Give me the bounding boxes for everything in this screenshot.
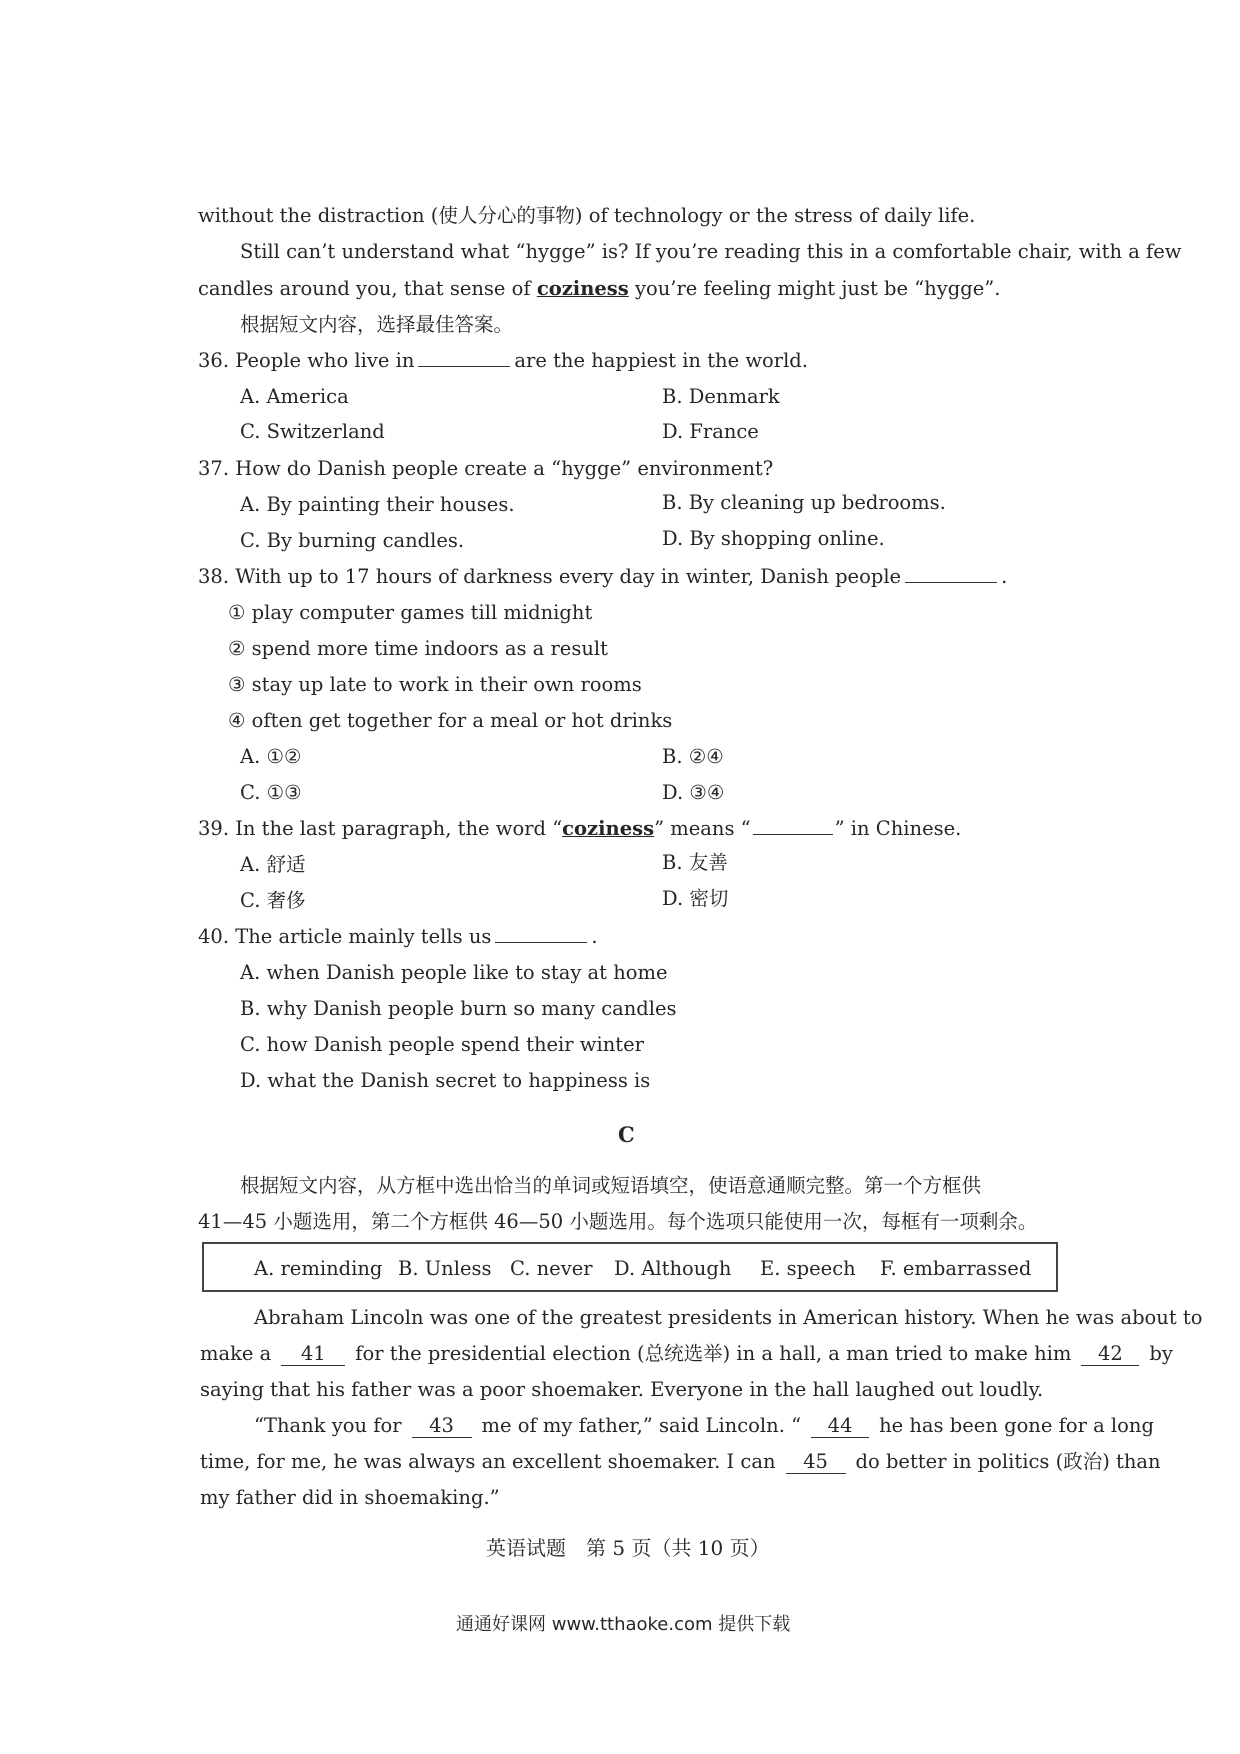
passage-text: do better in politics (政治) than: [855, 1450, 1161, 1473]
blank-44: 44: [811, 1415, 869, 1438]
option-39a: A. 舒适: [240, 853, 306, 876]
question-stem: 39. In the last paragraph, the word “: [198, 817, 563, 840]
option-40b: B. why Danish people burn so many candles: [240, 997, 677, 1020]
blank-42: 42: [1081, 1343, 1139, 1366]
question-stem: 36. People who live in: [198, 349, 415, 372]
question-stem: .: [1001, 565, 1008, 588]
option-39c: C. 奢侈: [240, 889, 306, 912]
option-37c: C. By burning candles.: [240, 529, 465, 552]
blank-41: 41: [281, 1343, 345, 1366]
passage-line: without the distraction (使人分心的事物) of technology or the stress of daily life.: [198, 204, 976, 227]
passage-text: make a: [200, 1342, 272, 1365]
option-36c: C. Switzerland: [240, 420, 385, 443]
statement-1: ① play computer games till midnight: [228, 601, 593, 624]
passage-text: by: [1149, 1342, 1173, 1365]
option-37b: B. By cleaning up bedrooms.: [662, 491, 946, 514]
question-stem: .: [591, 925, 598, 948]
question-37: 37. How do Danish people create a “hygge” environment?: [198, 457, 774, 480]
passage-c-line: [254, 1413, 1154, 1439]
option-38d: D. ③④: [662, 781, 725, 804]
option-38b: B. ②④: [662, 745, 724, 768]
passage-text: “Thank you for: [254, 1414, 402, 1437]
question-stem: ” in Chinese.: [834, 817, 962, 840]
passage-text: me of my father,” said Lincoln. “: [481, 1414, 802, 1437]
option-37a: A. By painting their houses.: [240, 493, 515, 516]
option-37d: D. By shopping online.: [662, 527, 885, 550]
option-40d: D. what the Danish secret to happiness is: [240, 1069, 651, 1092]
question-36: [198, 348, 808, 374]
answer-blank: [418, 348, 510, 367]
question-40: [198, 924, 598, 950]
page-number: 英语试题 第 5 页（共 10 页）: [486, 1536, 770, 1560]
passage-c-line: [200, 1449, 1161, 1475]
box-option-d: D. Although: [614, 1257, 732, 1280]
box-option-e: E. speech: [760, 1257, 856, 1280]
question-stem: 38. With up to 17 hours of darkness every day in winter, Danish people: [198, 565, 902, 588]
option-40c: C. how Danish people spend their winter: [240, 1033, 644, 1056]
box-option-a: A. reminding: [254, 1257, 383, 1280]
statement-2: ② spend more time indoors as a result: [228, 637, 608, 660]
question-39: [198, 816, 961, 842]
option-39b: B. 友善: [662, 851, 728, 874]
passage-text: for the presidential election (总统选举) in a hall, a man tried to make him: [355, 1342, 1072, 1365]
answer-blank: [905, 564, 997, 583]
option-36d: D. France: [662, 420, 759, 443]
box-option-c: C. never: [510, 1257, 593, 1280]
word-box: [202, 1242, 1058, 1292]
box-option-b: B. Unless: [398, 1257, 492, 1280]
passage-text: he has been gone for a long: [879, 1414, 1154, 1437]
option-38a: A. ①②: [240, 745, 302, 768]
passage-line: Still can’t understand what “hygge” is? If you’re reading this in a comfortable chair, with a few: [240, 240, 1182, 263]
answer-blank: [495, 924, 587, 943]
option-36b: B. Denmark: [662, 385, 780, 408]
keyword-coziness: coziness: [536, 277, 629, 300]
keyword-coziness: coziness: [562, 817, 655, 840]
option-40a: A. when Danish people like to stay at home: [240, 961, 668, 984]
blank-45: 45: [786, 1451, 846, 1474]
statement-4: ④ often get together for a meal or hot drinks: [228, 709, 673, 732]
answer-blank: [753, 816, 833, 835]
box-option-f: F. embarrassed: [880, 1257, 1032, 1280]
section-instruction: 根据短文内容，从方框中选出恰当的单词或短语填空，使语意通顺完整。第一个方框供: [240, 1174, 982, 1197]
option-39d: D. 密切: [662, 887, 729, 910]
blank-43: 43: [412, 1415, 472, 1438]
passage-text: candles around you, that sense of: [198, 277, 537, 300]
passage-c-line: saying that his father was a poor shoemaker. Everyone in the hall laughed out loudly.: [200, 1378, 1044, 1401]
question-38: [198, 564, 1007, 590]
passage-line: [198, 276, 1000, 302]
question-stem: 40. The article mainly tells us: [198, 925, 492, 948]
question-stem: ” means “: [654, 817, 751, 840]
passage-c-line: [200, 1341, 1173, 1367]
passage-text: you’re feeling might just be “hygge”.: [628, 277, 1001, 300]
passage-c-line: Abraham Lincoln was one of the greatest presidents in American history. When he was about to: [254, 1306, 1203, 1329]
option-38c: C. ①③: [240, 781, 302, 804]
question-stem: are the happiest in the world.: [514, 349, 808, 372]
section-instruction: 41—45 小题选用，第二个方框供 46—50 小题选用。每个选项只能使用一次，每框有一项剩余。: [198, 1210, 1038, 1233]
section-instruction: 根据短文内容，选择最佳答案。: [240, 313, 514, 336]
section-heading: C: [618, 1122, 635, 1147]
passage-c-line: my father did in shoemaking.”: [200, 1486, 500, 1509]
source-footer: 通通好课网 www.tthaoke.com 提供下载: [456, 1614, 791, 1635]
passage-text: time, for me, he was always an excellent shoemaker. I can: [200, 1450, 776, 1473]
option-36a: A. America: [240, 385, 349, 408]
statement-3: ③ stay up late to work in their own rooms: [228, 673, 642, 696]
